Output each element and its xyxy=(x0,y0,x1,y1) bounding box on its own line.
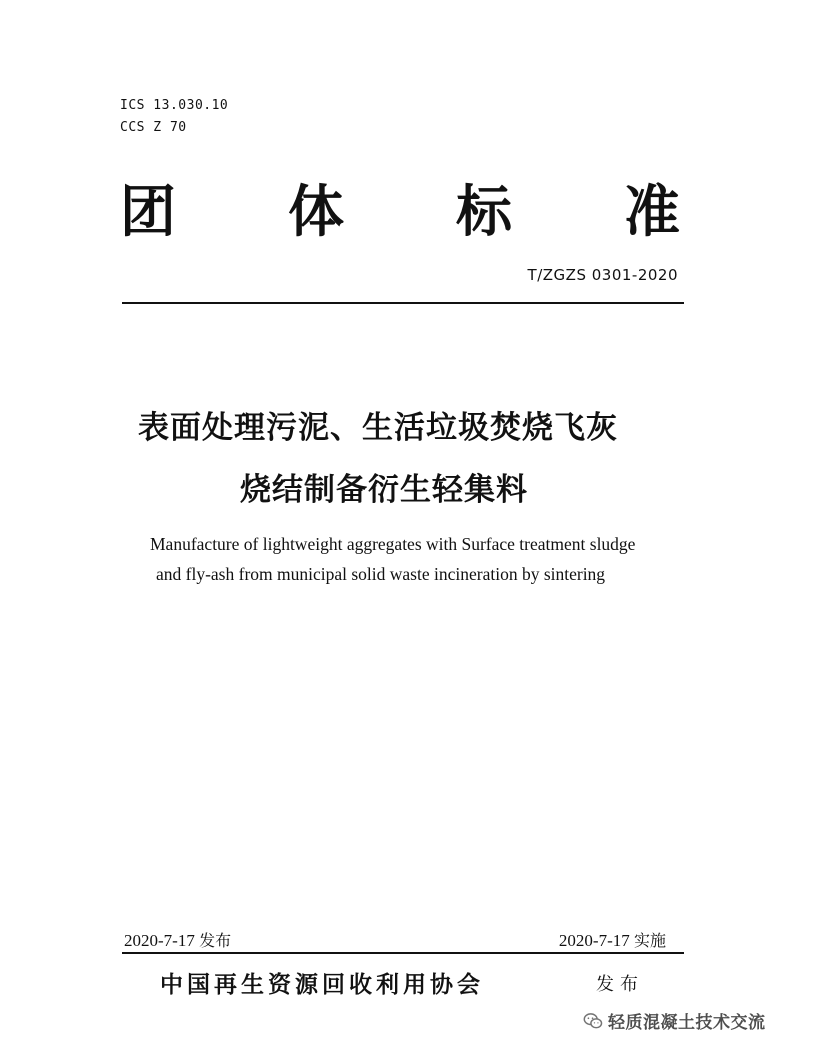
english-title-line-2: and fly-ash from municipal solid waste incineration by sintering xyxy=(156,564,606,584)
wechat-icon xyxy=(582,1010,604,1032)
issue-date-value: 2020-7-17 xyxy=(124,931,195,950)
document-type-title xyxy=(120,178,680,248)
title-char: 团 xyxy=(120,180,176,245)
implementation-date-value: 2020-7-17 xyxy=(558,931,630,950)
watermark-text: 轻质混凝土技术交流 xyxy=(608,1013,766,1033)
implementation-date xyxy=(559,928,666,951)
issue-date xyxy=(124,928,231,951)
implementation-date-label: 实施 xyxy=(633,931,666,950)
issuing-action: 发布 xyxy=(596,974,644,995)
ccs-code: CCS Z 70 xyxy=(120,120,187,135)
issue-date-label: 发布 xyxy=(199,931,232,950)
ics-code: ICS 13.030.10 xyxy=(120,98,229,113)
standard-number: T/ZGZS 0301-2020 xyxy=(527,266,678,284)
title-char: 标 xyxy=(456,180,512,245)
bottom-divider xyxy=(122,952,684,954)
watermark xyxy=(582,1008,766,1033)
top-divider xyxy=(122,302,684,304)
english-title-line-1: Manufacture of lightweight aggregates with Surface treatment sludge xyxy=(150,534,636,554)
chinese-title-line-1: 表面处理污泥、生活垃圾焚烧飞灰 xyxy=(138,410,618,446)
title-char: 准 xyxy=(624,180,680,245)
chinese-title-line-2: 烧结制备衍生轻集料 xyxy=(240,472,528,508)
issuing-organization: 中国再生资源回收利用协会 xyxy=(160,972,484,998)
title-char: 体 xyxy=(288,180,344,245)
